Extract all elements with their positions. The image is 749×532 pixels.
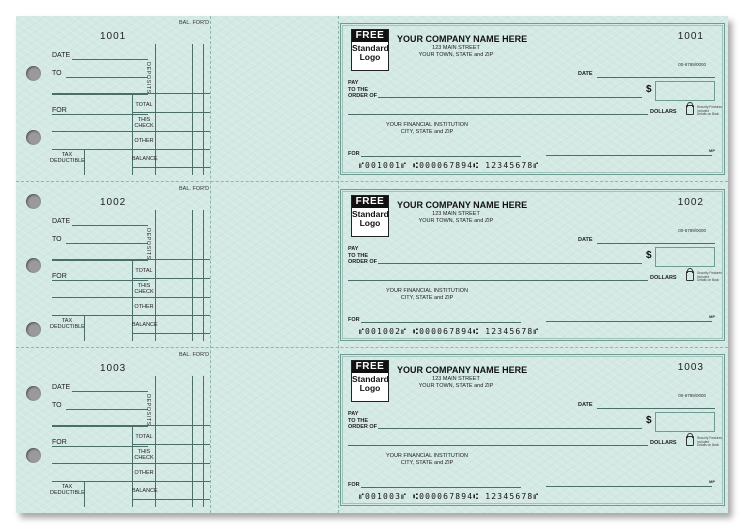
tax-deductible-label [50,152,84,164]
pay-line2: TO THE [348,417,369,424]
this-check-line2: CHECK [134,123,154,129]
this-check-line1: THIS [137,117,151,123]
stub-ledger-line [132,278,210,279]
bank-name: YOUR FINANCIAL INSTITUTION [386,453,468,459]
memo-line [361,322,521,323]
pay-line3: ORDER OF [348,424,378,430]
stub-column-line [203,44,204,175]
bal-fwd-label: BAL. FOR'D [179,186,210,192]
bank-info [377,453,477,467]
stub-to-label: TO [52,236,62,243]
security-note [697,106,722,117]
stub-date-label: DATE [52,52,71,59]
stub-column-line [203,210,204,341]
company-logo [351,195,389,237]
stub-column-line [132,259,133,341]
memo-line [361,156,521,157]
logo-standard: Standard [352,209,389,219]
pay-line2: TO THE [348,252,369,259]
amount-box [655,412,715,432]
amount-box [655,81,715,101]
company-name: YOUR COMPANY NAME HERE [397,365,528,375]
memo-line [361,487,521,488]
company-logo [351,360,389,402]
amount-words-line [348,280,648,281]
date-label: DATE [578,402,593,408]
mp-mark: MP [709,148,715,153]
amount-words-line [348,445,648,446]
company-city: YOUR TOWN, STATE and ZIP [418,218,494,224]
memo-label: FOR [348,151,360,157]
total-label: TOTAL [135,102,153,108]
stub-check-number: 1002 [100,197,127,208]
check-stub [16,182,210,347]
company-city: YOUR TOWN, STATE and ZIP [418,383,494,389]
stub-ledger-line [132,499,210,500]
logo-logo: Logo [359,52,381,62]
bank-info [377,288,477,302]
pay-line3: ORDER OF [348,93,378,99]
security-line2: Included [697,439,710,444]
mp-mark: MP [709,314,715,319]
security-note [697,437,722,448]
other-label: OTHER [134,138,154,144]
stub-ledger-line [52,259,210,260]
stub-to-label: TO [52,70,62,77]
date-label: DATE [578,71,593,77]
bank-name: YOUR FINANCIAL INSTITUTION [386,122,468,128]
stub-ledger-line [132,131,210,132]
pay-line1: PAY [348,80,359,86]
stub-column-line [192,210,193,341]
stub-for-line [52,114,148,115]
this-check-line2: CHECK [134,455,154,461]
balance-label: BALANCE [132,322,158,328]
check-stub [16,348,210,513]
company-logo [351,29,389,71]
logo-logo: Logo [359,218,381,228]
security-line3: Details on Back [697,278,720,283]
bank-city: CITY, STATE and ZIP [400,295,454,301]
stub-for-label: FOR [52,273,67,280]
stub-ledger-line [52,425,210,426]
check-number: 1003 [677,362,704,373]
total-label: TOTAL [135,268,153,274]
tax-deductible-label [50,484,84,496]
company-name: YOUR COMPANY NAME HERE [397,34,528,44]
stub-for-line [52,280,148,281]
check-number: 1002 [677,197,704,208]
this-check-line1: THIS [137,283,151,289]
signature-line [546,155,712,156]
company-street: 123 MAIN STREET [432,376,480,382]
stub-ledger-line [52,481,210,482]
stub-to-line [66,77,148,78]
tax-line2: DEDUCTIBLE [50,158,85,164]
balance-label: BALANCE [132,156,158,162]
stub-to-line [66,243,148,244]
date-line [597,243,715,244]
pay-line3: ORDER OF [348,259,378,265]
stub-column-line [132,93,133,175]
tax-line2: DEDUCTIBLE [50,324,85,330]
dollar-sign: $ [646,415,652,426]
stub-column-line [203,376,204,507]
stub-for-label: FOR [52,107,67,114]
stub-date-line [72,225,148,226]
stub-for-label: FOR [52,439,67,446]
company-street: 123 MAIN STREET [432,45,480,51]
stub-line [52,94,148,95]
logo-free: FREE [352,361,388,373]
check-panel [16,348,728,513]
stub-line [52,260,148,261]
routing-fraction: 00-6789/0000 [678,393,706,398]
check [340,189,725,341]
balance-label: BALANCE [132,488,158,494]
micr-line: ⑈001001⑈ ⑆000067894⑆ 12345678⑈ [359,161,540,170]
bank-city: CITY, STATE and ZIP [400,129,454,135]
dollars-label: DOLLARS [650,109,677,115]
date-line [597,408,715,409]
bank-info [377,122,477,136]
payee-line [378,97,642,98]
check [340,23,725,175]
security-line3: Details on Back [697,443,720,448]
this-check-label [134,283,154,295]
stub-date-line [72,59,148,60]
routing-fraction: 00-6789/0000 [678,228,706,233]
stub-to-label: TO [52,402,62,409]
company-address [411,211,501,225]
micr-line: ⑈001002⑈ ⑆000067894⑆ 12345678⑈ [359,327,540,336]
pay-line1: PAY [348,411,359,417]
company-address [411,45,501,59]
date-line [597,77,715,78]
padlock-icon [686,105,694,115]
security-line2: Included [697,108,710,113]
security-line2: Included [697,274,710,279]
dollar-sign: $ [646,250,652,261]
pay-line1: PAY [348,246,359,252]
mp-mark: MP [709,479,715,484]
security-line1: Security Features [697,105,722,109]
stub-ledger-line [52,315,210,316]
logo-standard: Standard [352,43,389,53]
padlock-icon [686,436,694,446]
deposits-label: DEPOSITS [145,394,151,426]
deposits-label: DEPOSITS [145,62,151,94]
check-stub [16,16,210,181]
security-line1: Security Features [697,271,722,275]
check [340,354,725,506]
pay-to-label [348,411,377,431]
tax-line1: TAX [61,318,73,324]
security-line3: Details on Back [697,112,720,117]
date-label: DATE [578,237,593,243]
stub-ledger-line [132,112,210,113]
stub-ledger-line [132,167,210,168]
check-panel [16,182,728,347]
bal-fwd-label: BAL. FOR'D [179,20,210,26]
deposits-label: DEPOSITS [145,228,151,260]
logo-free: FREE [352,196,388,208]
other-label: OTHER [134,470,154,476]
padlock-icon [686,271,694,281]
logo-logo: Logo [359,383,381,393]
check-sheet [16,16,728,513]
micr-line: ⑈001003⑈ ⑆000067894⑆ 12345678⑈ [359,492,540,501]
this-check-line1: THIS [137,449,151,455]
bank-name: YOUR FINANCIAL INSTITUTION [386,288,468,294]
stub-ledger-line [52,149,210,150]
stub-column-line [192,376,193,507]
dollar-sign: $ [646,84,652,95]
logo-free: FREE [352,30,388,42]
this-check-line2: CHECK [134,289,154,295]
stub-ledger-line [132,463,210,464]
stub-ledger-line [52,93,210,94]
stub-date-label: DATE [52,384,71,391]
memo-label: FOR [348,317,360,323]
amount-box [655,247,715,267]
stub-for-line [52,446,148,447]
this-check-label [134,117,154,129]
dollars-label: DOLLARS [650,440,677,446]
company-name: YOUR COMPANY NAME HERE [397,200,528,210]
company-address [411,376,501,390]
stub-ledger-line [132,333,210,334]
tax-deductible-label [50,318,84,330]
payee-line [378,263,642,264]
stub-to-line [66,409,148,410]
stub-column-line [132,425,133,507]
pay-to-label [348,246,377,266]
routing-fraction: 00-6789/0000 [678,62,706,67]
tax-line2: DEDUCTIBLE [50,490,85,496]
company-city: YOUR TOWN, STATE and ZIP [418,52,494,58]
memo-label: FOR [348,482,360,488]
stub-ledger-line [132,444,210,445]
stub-date-line [72,391,148,392]
pay-to-label [348,80,377,100]
stub-line [52,426,148,427]
tax-line1: TAX [61,484,73,490]
tax-line1: TAX [61,152,73,158]
check-number: 1001 [677,31,704,42]
check-panel [16,16,728,181]
security-note [697,272,722,283]
payee-line [378,428,642,429]
bank-city: CITY, STATE and ZIP [400,460,454,466]
amount-words-line [348,114,648,115]
dollars-label: DOLLARS [650,275,677,281]
stub-ledger-line [132,297,210,298]
stub-date-label: DATE [52,218,71,225]
stub-check-number: 1001 [100,31,127,42]
signature-line [546,486,712,487]
stub-check-number: 1003 [100,363,127,374]
security-line1: Security Features [697,436,722,440]
company-street: 123 MAIN STREET [432,211,480,217]
this-check-label [134,449,154,461]
bal-fwd-label: BAL. FOR'D [179,352,210,358]
other-label: OTHER [134,304,154,310]
pay-line2: TO THE [348,86,369,93]
stub-column-line [192,44,193,175]
total-label: TOTAL [135,434,153,440]
logo-standard: Standard [352,374,389,384]
signature-line [546,321,712,322]
